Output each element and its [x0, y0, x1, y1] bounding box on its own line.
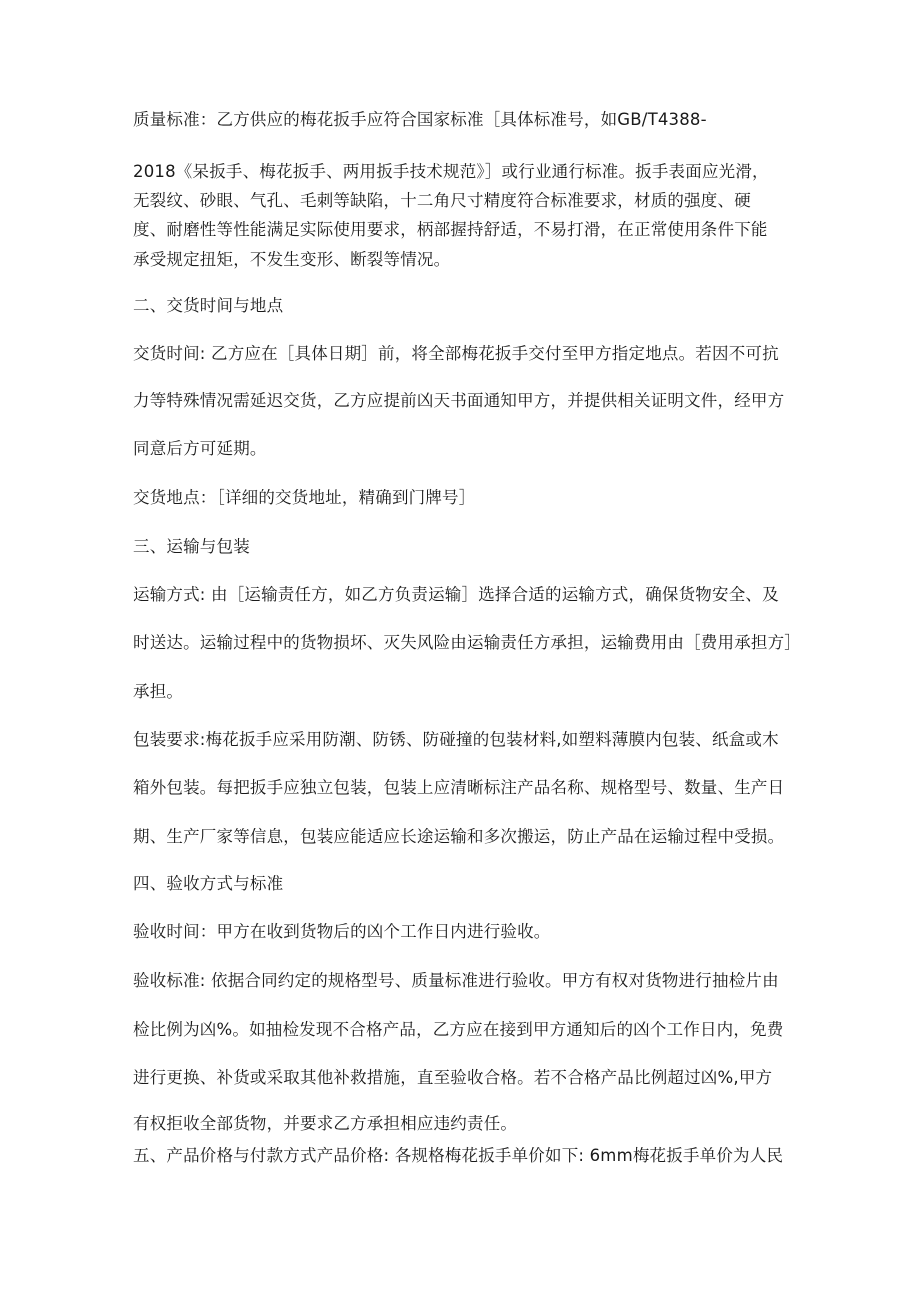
text-line: 验收标准: 依据合同约定的规格型号、质量标准进行验收。甲方有权对货物进行抽检片由 [133, 971, 779, 990]
text-line: 时送达。运输过程中的货物损坏、灭失风险由运输责任方承担，运输费用由［费用承担方］ [133, 633, 801, 652]
text-line: 运输方式: 由［运输责任方，如乙方负责运输］选择合适的运输方式，确保货物安全、及 [133, 585, 779, 604]
text-line: 期、生产厂家等信息，包装应能适应长途运输和多次搬运，防止产品在运输过程中受损。 [133, 827, 785, 846]
section-heading: 五、产品价格与付款方式产品价格: 各规格梅花扳手单价如下: 6mm梅花扳手单价为人民 [133, 1146, 784, 1165]
text-line: 质量标准：乙方供应的梅花扳手应符合国家标准［具体标准号，如GB/T4388- [133, 110, 707, 129]
text-line: 包装要求:梅花扳手应采用防潮、防锈、防碰撞的包装材料,如塑料薄膜内包装、纸盒或木 [133, 730, 779, 749]
text-line: 2018《呆扳手、梅花扳手、两用扳手技术规范》］或行业通行标准。扳手表面应光滑， [133, 162, 769, 181]
section-heading: 四、验收方式与标准 [133, 874, 284, 893]
section-heading: 二、交货时间与地点 [133, 296, 284, 315]
text-line: 箱外包装。每把扳手应独立包装，包装上应清晰标注产品名称、规格型号、数量、生产日 [133, 778, 785, 797]
text-line: 验收时间：甲方在收到货物后的凶个工作日内进行验收。 [133, 922, 551, 941]
text-line: 无裂纹、砂眼、气孔、毛刺等缺陷，十二角尺寸精度符合标准要求，材质的强度、硬 [133, 191, 751, 210]
text-line: 进行更换、补货或采取其他补救措施，直至验收合格。若不合格产品比例超过凶%,甲方 [133, 1068, 773, 1087]
section-heading: 三、运输与包装 [133, 537, 250, 556]
text-line: 力等特殊情况需延迟交货，乙方应提前凶天书面通知甲方，并提供相关证明文件，经甲方 [133, 391, 785, 410]
text-line: 承受规定扭矩，不发生变形、断裂等情况。 [133, 250, 451, 269]
text-line: 交货时间: 乙方应在［具体日期］前，将全部梅花扳手交付至甲方指定地点。若因不可抗 [133, 344, 779, 363]
text-line: 交货地点：［详细的交货地址，精确到门牌号］ [133, 488, 476, 507]
text-line: 同意后方可延期。 [133, 439, 267, 458]
text-line: 检比例为凶%。如抽检发现不合格产品，乙方应在接到甲方通知后的凶个工作日内，免费 [133, 1020, 784, 1039]
text-line: 有权拒收全部货物，并要求乙方承担相应违约责任。 [133, 1114, 518, 1133]
text-line: 承担。 [133, 682, 184, 701]
text-line: 度、耐磨性等性能满足实际使用要求，柄部握持舒适，不易打滑，在正常使用条件下能 [133, 220, 768, 239]
